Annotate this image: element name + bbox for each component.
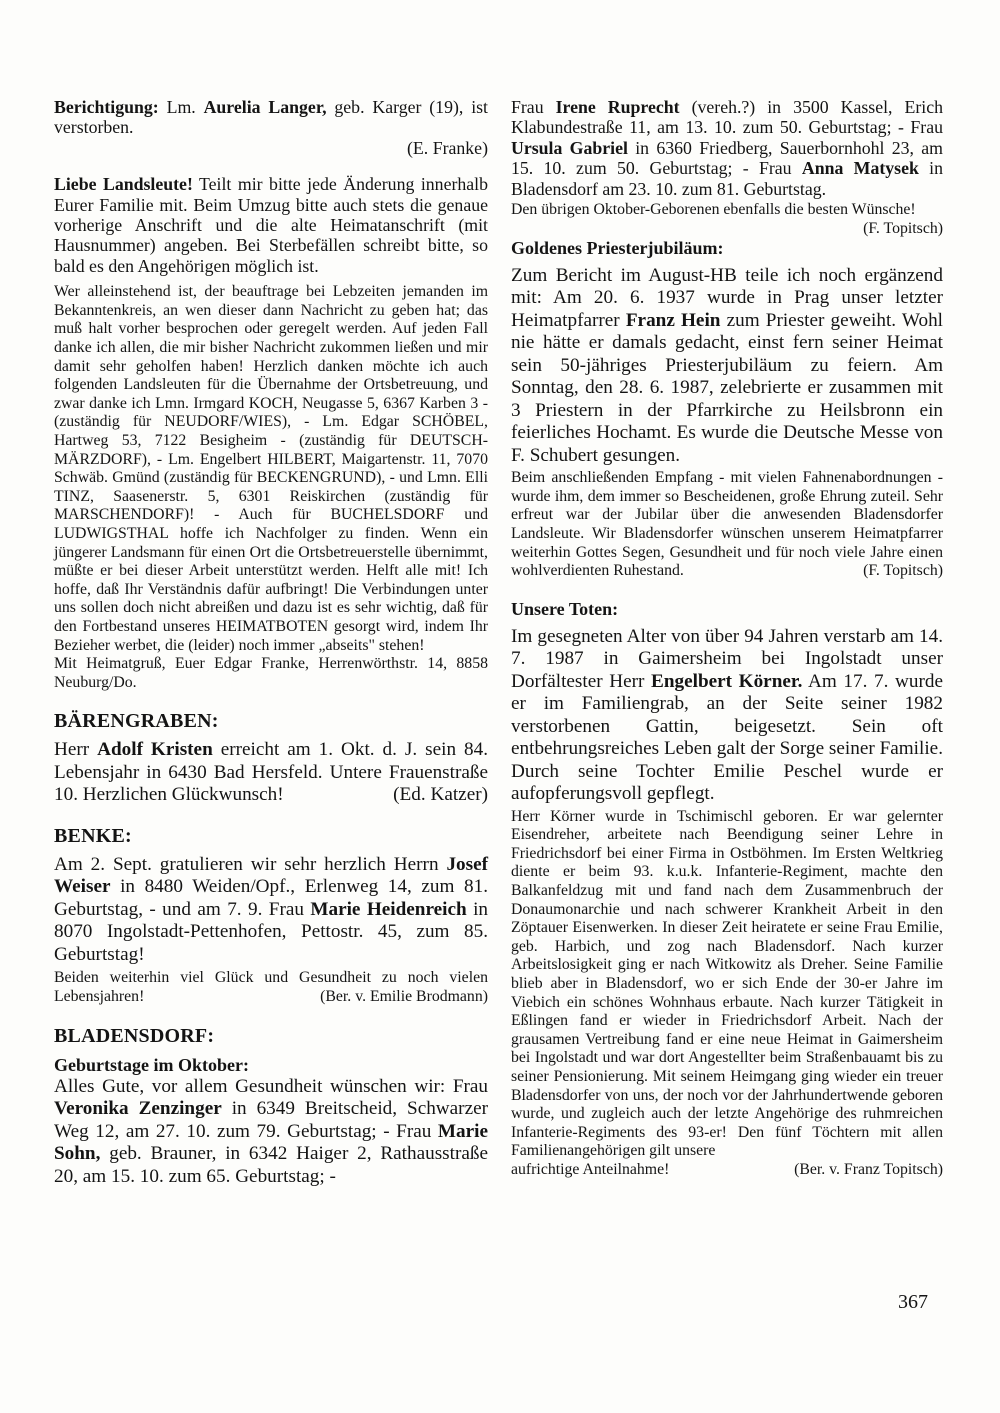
deceased-name: Aurelia Langer,	[203, 97, 327, 117]
baerengraben-text: Herr Adolf Kristen erreicht am 1. Okt. d. J. sein 84. Lebensjahr in 6430 Bad Hersfeld. Untere Frauenstraße 10. Herzlichen Glückwunsch! (Ed. Katzer)	[54, 739, 488, 806]
section-title-benke: BENKE:	[54, 824, 132, 847]
obituary-closing: aufrichtige Anteilnahme!	[511, 1160, 670, 1178]
person-name: Marie Heidenreich	[310, 898, 467, 920]
person-name: Franz Hein	[625, 309, 721, 331]
section-title-baerengraben: BÄRENGRABEN:	[54, 710, 219, 733]
heading-priesterjubilaeum: Goldenes Priesterjubiläum:	[511, 237, 724, 258]
bladensdorf-birthdays: Alles Gute, vor allem Gesundheit wünschen wir: Frau Veronika Zenzinger in 6349 Breitscheid, Schwarzer Weg 12, am 27. 10. zum 79. Geburtstag; - Frau Marie Sohn, geb. Brauner, in 6342 Haiger 2, Rathausstraße 20, am 15. 10. zum 65. Geburtstag; -	[54, 1075, 488, 1187]
signature: (Ber. v. Emilie Brodmann)	[320, 987, 488, 1005]
signature: (Ed. Katzer)	[393, 784, 488, 806]
person-name: Veronika Zenzinger	[54, 1098, 222, 1119]
left-column	[54, 97, 488, 1188]
berichtigung-signature-row	[54, 138, 488, 158]
landsleute-label: Liebe Landsleute!	[54, 174, 193, 195]
berichtigung-label: Berichtigung:	[54, 97, 159, 117]
heading-unsere-toten: Unsere Toten:	[511, 598, 619, 619]
section-title-bladensdorf: BLADENSDORF:	[54, 1024, 215, 1047]
person-name: Irene Ruprecht	[555, 97, 680, 117]
signature: (E. Franke)	[407, 137, 488, 158]
obituary-closing-row	[511, 1161, 943, 1180]
signature: (F. Topitsch)	[863, 219, 943, 237]
signature: (F. Topitsch)	[863, 562, 943, 580]
person-name: Engelbert Körner.	[651, 670, 803, 692]
person-name: Marie Sohn,	[54, 1120, 488, 1164]
right-column	[511, 97, 943, 1180]
landsleute-appeal: Liebe Landsleute! Teilt mir bitte jede Änderung innerhalb Eurer Familie mit. Beim Umzug bitte auch stets die genaue vorherige Anschrift und die alte Heimatanschrift (mit Hausnummer) angeben. Bei Sterbefällen schreibt bitte, so bald es den Angehörigen möglich ist.	[54, 174, 488, 276]
obituary-biography: Herr Körner wurde in Tschimischl geboren. Er war gelernter Eisendreher, arbeitete nach Beendigung seiner Lehre in Friedrichsdorf bei einer Firma in Ostböhmen. Im Ersten Weltkrieg diente er beim 93. k.u.k. Infanterie-Regiment, machte den Balkanfeldzug mit und fand nach dem Zusammenbruch der Donaumonarchie und nach schwerer Krankheit Arbeit in den Zöptauer Eisenwerken. In dieser Zeit heiratete er seine Frau Emilie, geb. Harbich, und zog nach Bladensdorf. Nach kurzer Arbeitslosigkeit ging er nach Witkowitz als Dreher. Seine Familie blieb aber in Bladensdorf, wo er sich Ende der 30-er Jahre im Viebich ein schönes Wohnhaus erbaute. Nach kurzer Tätigkeit in Eßlingen fand er wieder in Friedrichsdorf Arbeit. Nach der grausamen Vertreibung fand er eine neue Heimat in Gaimersheim bei Ingolstadt und war dort Angestellter beim Straßenbauamt bis zu seiner Pensionierung. Mit seinem Heimgang ging wieder ein treuer Bladensdorfer von uns, der noch vor der Jahrhundertwende geboren wurde, und zugleich auch der letzte Angehörige des ruhmreichen Infanterie-Regiments des 93-er! Den fünf Töchtern mit allen Familienangehörigen gilt unsere	[511, 807, 943, 1160]
page-number: 367	[898, 1291, 928, 1313]
jubilaeum-text: Zum Bericht im August-HB teile ich noch ergänzend mit: Am 20. 6. 1937 wurde in Prag unser letzter Heimatpfarrer Franz Hein zum Priester geweiht. Wohl nie hätte er damals gedacht, einst fern seiner Heimat sein 50-jähriges Priesterjubiläum zu feiern. Am Sonntag, den 28. 6. 1987, zelebrierte er zusammen mit 3 Priestern in der Pfarrkirche zu Heilsbronn ein feierliches Hochamt. Es wurde die Deutsche Messe von F. Schubert gesungen.	[511, 264, 943, 466]
birthday-wish: Den übrigen Oktober-Geborenen ebenfalls die besten Wünsche! (F. Topitsch)	[511, 201, 943, 237]
letter-body: Wer alleinstehend ist, der beauftrage bei Lebzeiten jemanden im Bekanntenkreis, an wen dieser dann Nachricht zu geben hat; das muß halt vorher besprochen oder geregelt werden. Auf jeden Fall danke ich allen, die mir bisher Nachricht zukommen ließen und mir damit sehr geholfen haben! Herzlich danken möchte ich auch folgenden Landsleuten für die Übernahme der Ortsbetreuung, und zwar danke ich Lmn. Irmgard KOCH, Neugasse 5, 6367 Karben 3 - (zuständig für NEUDORF/WIES), - Lm. Edgar SCHÖBEL, Hartweg 53, 7122 Besigheim - (zuständig für DEUTSCH-MÄRZDORF), - Lm. Engelbert HILBERT, Maigartenstr. 11, 7070 Schwäb. Gmünd (zuständig für BECKENGRUND), - und Lmn. Elli TINZ, Saasenerstr. 5, 6301 Reiskirchen (zuständig für MARSCHENDORF)! - Auch für BUCHELSDORF und LUDWIGSTHAL hoffe ich Nachfolger zu finden. Wenn ein jüngerer Landsmann für einen Ort die Ortsbetreuerstelle übernimmt, müßte er bei dieser Arbeit unterstützt werden. Helft alle mit! Ich hoffe, daß Ihr Verständnis dafür aufbringt! Die Verbindungen unter uns sollen doch nicht abreißen und dazu ist es sehr wichtig, daß für den Fortbestand unseres HEIMATBOTEN gesorgt wird, indem Ihr Bezieher werbet, die (leider) noch immer „abseits" stehen!	[54, 283, 488, 654]
subheading-geburtstage: Geburtstage im Oktober:	[54, 1054, 249, 1075]
signature: (Ber. v. Franz Topitsch)	[794, 1160, 943, 1178]
jubilaeum-detail: Beim anschließenden Empfang - mit vielen Fahnenabordnungen - wurde ihm, dem immer so Bescheidenen, große Ehrung zuteil. Sehr erfreut war der Jubilar über die anwesenden Bladensdorfer Landsleute. Wir Bladensdorfer wünschen unserem Heimatpfarrer weiterhin Gottes Segen, Gesundheit und für noch viele Jahre einen wohlverdienten Ruhestand. (F. Topitsch)	[511, 469, 943, 580]
letter-closing: Mit Heimatgruß, Euer Edgar Franke, Herrenwörthstr. 14, 8858 Neuburg/Do.	[54, 655, 488, 691]
person-name: Anna Matysek	[801, 158, 919, 179]
person-name: Ursula Gabriel	[511, 137, 628, 158]
birthday-list: Frau Irene Ruprecht (vereh.?) in 3500 Kassel, Erich Klabundestraße 11, am 13. 10. zum 50. Geburtstag; - Frau Ursula Gabriel in 6360 Friedberg, Sauerbornhohl 23, am 15. 10. zum 50. Geburtstag; - Frau Anna Matysek in Bladensdorf am 23. 10. zum 81. Geburtstag.	[511, 97, 943, 199]
person-name: Adolf Kristen	[97, 739, 213, 761]
person-name: Josef Weiser	[54, 853, 488, 898]
obituary-text: Im gesegneten Alter von über 94 Jahren verstarb am 14. 7. 1987 in Gaimersheim bei Ingolstadt unser Dorfältester Herr Engelbert Körner. Am 17. 7. wurde er im Familiengrab, an der Seite seiner 1982 verstorbenen Gattin, beigesetzt. Sein oft entbehrungsreiches Leben galt der Sorge seiner Familie. Durch seine Tochter Emilie Peschel wurde er aufopferungsvoll gepflegt.	[511, 625, 943, 805]
berichtigung-notice: Berichtigung: Lm. Aurelia Langer, geb. Karger (19), ist verstorben.	[54, 97, 488, 138]
benke-wish: Beiden weiterhin viel Glück und Gesundheit zu noch vielen Lebensjahren! (Ber. v. Emilie Brodmann)	[54, 969, 488, 1005]
benke-text: Am 2. Sept. gratulieren wir sehr herzlich Herrn Josef Weiser in 8480 Weiden/Opf., Erlenweg 14, zum 81. Geburtstag, - und am 7. 9. Frau Marie Heidenreich in 8070 Ingolstadt-Pettenhofen, Pettostr. 45, zum 85. Geburtstag!	[54, 853, 488, 965]
